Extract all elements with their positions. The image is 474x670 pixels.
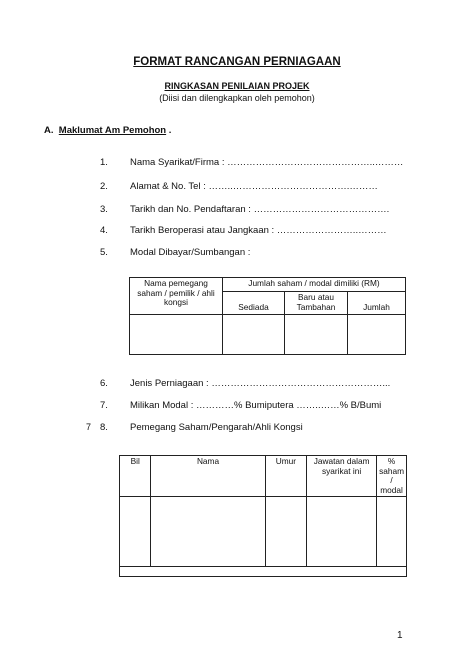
- item-number: 2.: [100, 181, 108, 192]
- col-total-header: Jumlah: [348, 292, 406, 314]
- col-name-header: Nama: [151, 456, 265, 497]
- table-cell[interactable]: [265, 497, 307, 567]
- item-shareholders: Pemegang Saham/Pengarah/Ahli Kongsi: [130, 422, 303, 433]
- table-cell[interactable]: [120, 497, 151, 567]
- col-share-header: % saham / modal: [377, 456, 407, 497]
- section-a-letter: A.: [44, 125, 54, 136]
- col-existing-header: Sediada: [223, 292, 285, 314]
- col-bil-header: Bil: [120, 456, 151, 497]
- margin-mark: 7: [86, 422, 92, 432]
- item-number: 8.: [100, 422, 108, 433]
- item-company-name: Nama Syarikat/Firma : ………………………………………..………: [130, 157, 404, 168]
- item-number: 3.: [100, 204, 108, 215]
- item-operation-date: Tarikh Beroperasi atau Jangkaan : ……………………..………: [130, 225, 387, 236]
- item-capital-ownership: Milikan Modal : …………% Bumiputera ……..……% B/Bumi: [130, 400, 382, 411]
- table-cell[interactable]: [348, 314, 406, 355]
- document-subtitle: RINGKASAN PENILAIAN PROJEK: [164, 81, 310, 91]
- col-position-header: Jawatan dalam syarikat ini: [307, 456, 377, 497]
- item-number: 6.: [100, 378, 108, 389]
- table-cell[interactable]: [151, 497, 265, 567]
- document-title: FORMAT RANCANGAN PERNIAGAAN: [133, 56, 341, 68]
- section-a-title: Maklumat Am Pemohon: [58, 125, 167, 136]
- table-cell[interactable]: [130, 314, 223, 355]
- item-number: 7.: [100, 400, 108, 411]
- item-registration: Tarikh dan No. Pendaftaran : …………………………………….: [130, 204, 390, 215]
- col-owner-header: Nama pemegang saham / pemilik / ahli kongsi: [130, 278, 223, 315]
- fill-instruction: (Diisi dan dilengkapkan oleh pemohon): [159, 93, 315, 103]
- item-number: 5.: [100, 247, 108, 258]
- table-cell[interactable]: [307, 497, 377, 567]
- item-number: 4.: [100, 225, 108, 236]
- section-a-heading: [44, 125, 171, 136]
- table-cell[interactable]: [120, 567, 407, 577]
- table-cell[interactable]: [285, 314, 348, 355]
- shareholders-table: [119, 455, 407, 577]
- table-cell[interactable]: [377, 497, 407, 567]
- item-business-type: Jenis Perniagaan : ………………………………………………...: [130, 378, 391, 389]
- item-address: Alamat & No. Tel : ……..……………………………….………: [130, 181, 378, 192]
- capital-table: [129, 277, 406, 355]
- col-age-header: Umur: [265, 456, 307, 497]
- item-paid-capital: Modal Dibayar/Sumbangan :: [130, 247, 251, 258]
- table-cell[interactable]: [223, 314, 285, 355]
- item-number: 1.: [100, 157, 108, 168]
- col-group-header: Jumlah saham / modal dimiliki (RM): [223, 278, 406, 292]
- section-a-suffix: .: [166, 125, 172, 136]
- page-number: 1: [397, 630, 403, 641]
- col-added-header: Baru atau Tambahan: [285, 292, 348, 314]
